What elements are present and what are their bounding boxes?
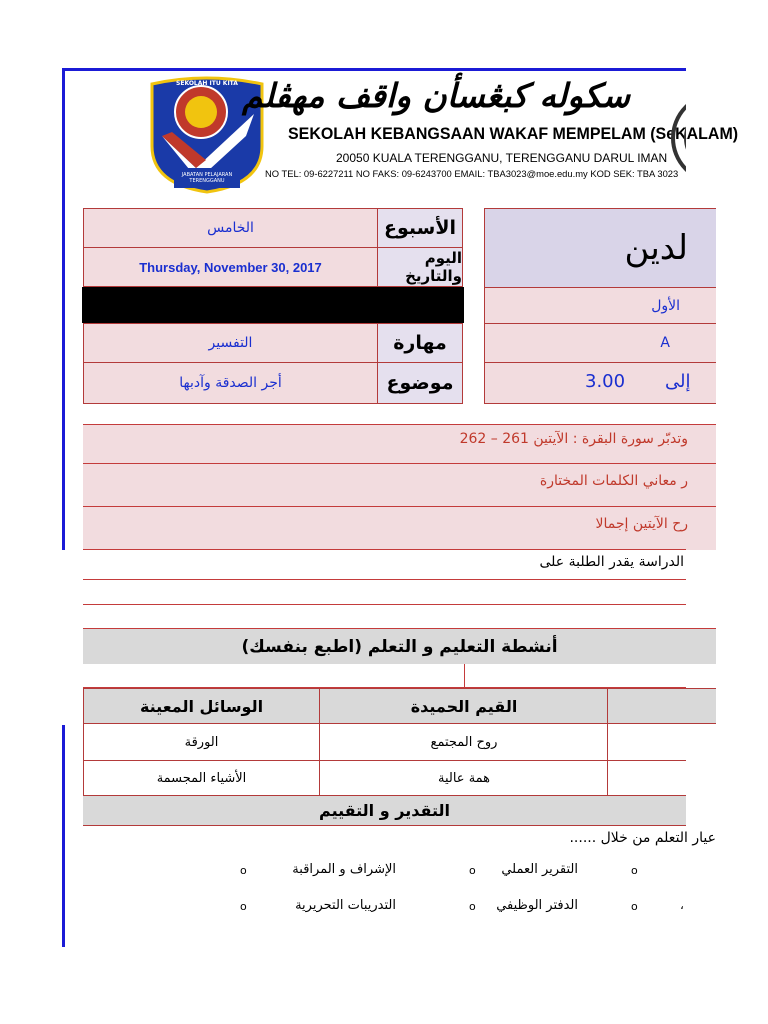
school-seal [669,88,686,188]
redacted-bar [82,287,464,323]
assessment-item: التقرير العملي [501,862,578,877]
values-row-2 [83,761,686,796]
date-label: اليوم والتاريخ [377,247,463,287]
subject-title: لدين [484,208,716,288]
activities-row [83,664,686,688]
bullet: o [240,900,247,913]
frame-left-line-upper [62,68,65,550]
date-value: Thursday, November 30, 2017 [83,247,378,287]
objective-divider-1 [83,463,716,464]
week-label: الأسبوع [377,208,463,248]
school-address: 20050 KUALA TERENGGANU, TERENGGANU DARUL IMAN [336,151,668,165]
logo-bottom-text: JABATAN PELAJARAN TERENGGANU [181,172,233,184]
col-aids-header: الوسائل المعينة [139,696,264,716]
school-contact: NO TEL: 09-6227211 NO FAKS: 09-6243700 EMAIL: TBA3023@moe.edu.my KOD SEK: TBA 3023 [265,168,679,179]
objectives-block [83,424,716,550]
topic-label: موضوع [377,362,463,404]
bullet: o [469,864,476,877]
values-table-header [83,688,716,724]
class-text: A [660,335,670,351]
values-row-1 [83,724,686,761]
outcome-text: الدراسة يقدر الطلبة على [539,554,684,570]
activities-header: أنشطة التعليم و التعلم (اطبع بنفسك) [83,628,716,664]
assessment-intro: عيار التعلم من خلال ...... [569,830,716,846]
school-name: SEKOLAH KEBANGSAAN WAKAF MEMPELAM (SeKALAM) [288,124,739,143]
frame-left-line-lower [62,725,65,947]
assessment-item: الإشراف و المراقبة [292,862,396,877]
class-value [484,323,716,363]
aid-cell: الأشياء المجسمة [156,770,247,786]
objective-divider-2 [83,506,716,507]
col-divider-2 [607,689,608,723]
outcome-divider-3 [83,604,686,605]
objective-2: ر معاني الكلمات المختارة [539,473,688,489]
week-value: الخامس [83,208,378,248]
frame-top-line [63,68,686,71]
topic-value: أجر الصدقة وآدبها [83,362,378,404]
logo-top-text: SEKOLAH ITU KITA [176,80,238,87]
skill-label: مهارة [377,323,463,363]
arabic-school-name: سكوله كبڠسأن واقف مهڤلم [242,76,630,115]
col-values-header: القيم الحميدة [410,696,518,716]
time-label: إلى [665,371,691,392]
time-row [484,362,716,404]
edge-mark: ، [680,898,684,912]
objective-3: رح الآيتين إجمالا [595,516,688,532]
bullet: o [631,900,638,913]
time-value: 3.00 [585,371,626,392]
assessment-item: الدفتر الوظيفي [496,898,578,913]
row2-divider-2 [607,761,608,795]
row1-divider-2 [607,724,608,760]
objective-1: وتدبّر سورة البقرة : الآيتين 261 – 262 [459,431,688,447]
bullet: o [469,900,476,913]
aid-cell: الورقة [184,734,219,750]
bullet: o [631,864,638,877]
level-value: الأول [484,287,716,324]
skill-value: التفسير [83,323,378,363]
outcome-divider-top [83,549,686,550]
value-cell: همة عالية [437,770,491,786]
assessment-header: التقدير و التقييم [83,796,686,826]
outcome-divider-2 [83,579,686,580]
value-cell: روح المجتمع [430,734,498,750]
assessment-item: التدريبات التحريرية [295,898,396,913]
bullet: o [240,864,247,877]
activities-row-divider [464,664,465,688]
